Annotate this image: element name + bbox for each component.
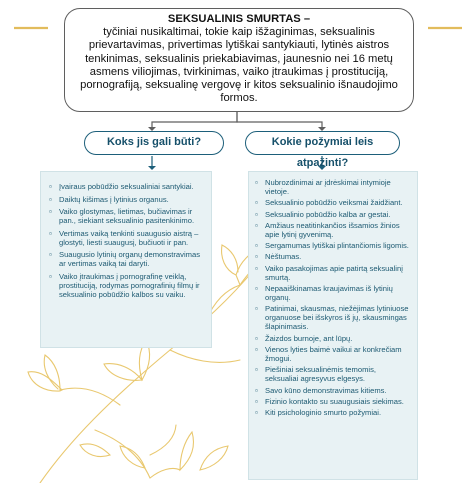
forms-list [49, 182, 203, 299]
definition-box [64, 8, 414, 112]
list-item: ▫ Žaizdos burnoje, ant lūpų. [255, 333, 353, 343]
square-bullet-icon: ▫ [255, 198, 258, 208]
square-bullet-icon: ▫ [49, 207, 52, 217]
signs-list [255, 178, 411, 417]
list-item: ▫ Sergamumas lytiškai plintančiomis ligomis. [255, 241, 409, 251]
list-item: ▫ Įvairaus pobūdžio seksualiniai santykiai. [49, 182, 194, 191]
list-item: ▫ Suaugusio lytinių organų demonstravimas ar vertimas vaiką tai daryti. [49, 250, 200, 269]
square-bullet-icon: ▫ [49, 250, 52, 260]
square-bullet-icon: ▫ [255, 284, 258, 294]
arrowhead-left-panel [148, 166, 156, 170]
question-signs: Kokie požymiai leis atpažinti? [245, 131, 400, 155]
list-item: ▫ Fizinio kontakto su suaugusiais siekimas. [255, 396, 404, 406]
list-item: ▫ Kiti psichologinio smurto požymiai. [255, 408, 382, 418]
question-what-forms: Koks jis gali būti? [84, 131, 224, 155]
list-item: ▫ Savo kūno demonstravimas kitiems. [255, 385, 387, 395]
square-bullet-icon: ▫ [49, 182, 52, 191]
list-item: ▫ Seksualinio pobūdžio kalba ar gestai. [255, 209, 391, 219]
square-bullet-icon: ▫ [255, 178, 258, 187]
list-item: ▫ Vaiko glostymas, lietimas, bučiavimas ir pan., siekiant seksualinio pasitenkinimo. [49, 207, 195, 226]
square-bullet-icon: ▫ [49, 194, 52, 204]
arrow-right [237, 112, 322, 129]
square-bullet-icon: ▫ [255, 263, 258, 273]
list-item: ▫ Vertimas vaiką tenkinti suaugusio aistrą – glostyti, liesti suaugusį, bučiuoti ir pan. [49, 228, 199, 247]
square-bullet-icon: ▫ [255, 396, 258, 406]
square-bullet-icon: ▫ [255, 241, 258, 251]
forms-panel [40, 171, 212, 348]
list-item: ▫ Vaiko pasakojimas apie patirtą seksualinį smurtą. [255, 263, 403, 282]
square-bullet-icon: ▫ [255, 365, 258, 375]
square-bullet-icon: ▫ [255, 304, 258, 314]
square-bullet-icon: ▫ [255, 209, 258, 219]
square-bullet-icon: ▫ [255, 344, 258, 354]
list-item: ▫ Amžiaus neatitinkančios išsamios žinios apie lytinį gyvenimą. [255, 220, 400, 239]
signs-panel [248, 171, 418, 480]
list-item: ▫ Nėštumas. [255, 252, 302, 262]
square-bullet-icon: ▫ [255, 385, 258, 395]
definition-title: SEKSUALINIS SMURTAS – [167, 13, 311, 25]
list-item: ▫ Piešiniai seksualinėmis temomis, seksualiai agresyvus elgesys. [255, 365, 376, 384]
definition-text: tyčiniai nusikaltimai, tokie kaip išžaginimas, seksualinis prievartavimas, privertimas lytiškai santykiauti, lytinės aistros tenkinimas, seksualinis priekabiavimas, jaunesnio nei 16 metų asmens viliojimas, tvirkinimas, vaiko įtraukimas į prostituciją, pornografiją, seksualinę vergovę ir kitos seksualinio išnaudojimo formos. [80, 26, 398, 105]
square-bullet-icon: ▫ [255, 408, 258, 418]
list-item: ▫ Nubrozdinimai ar įdrėskimai intymioje vietoje. [255, 178, 391, 196]
square-bullet-icon: ▫ [255, 220, 258, 230]
list-item: ▫ Daiktų kišimas į lytinius organus. [49, 194, 169, 204]
list-item: ▫ Vaiko įtraukimas į pornografinę veiklą, prostituciją, rodymas pornografinių filmų ir seksualinio pobūdžio kalbos su vaiku. [49, 271, 200, 299]
arrow-left [152, 112, 237, 129]
square-bullet-icon: ▫ [255, 333, 258, 343]
list-item: ▫ Nepaaiškinamas kraujavimas iš lytinių organų. [255, 284, 393, 303]
square-bullet-icon: ▫ [49, 271, 52, 281]
list-item: ▫ Seksualinio pobūdžio veiksmai žaidžiant. [255, 198, 403, 208]
list-item: ▫ Vienos lyties baimė vaikui ar konkrečiam žmogui. [255, 344, 402, 363]
list-item: ▫ Patinimai, skausmas, niežėjimas lytiniuose organuose bei išskyros iš jų, skausmingas šlapinimasis. [255, 304, 409, 332]
square-bullet-icon: ▫ [49, 228, 52, 238]
square-bullet-icon: ▫ [255, 252, 258, 262]
